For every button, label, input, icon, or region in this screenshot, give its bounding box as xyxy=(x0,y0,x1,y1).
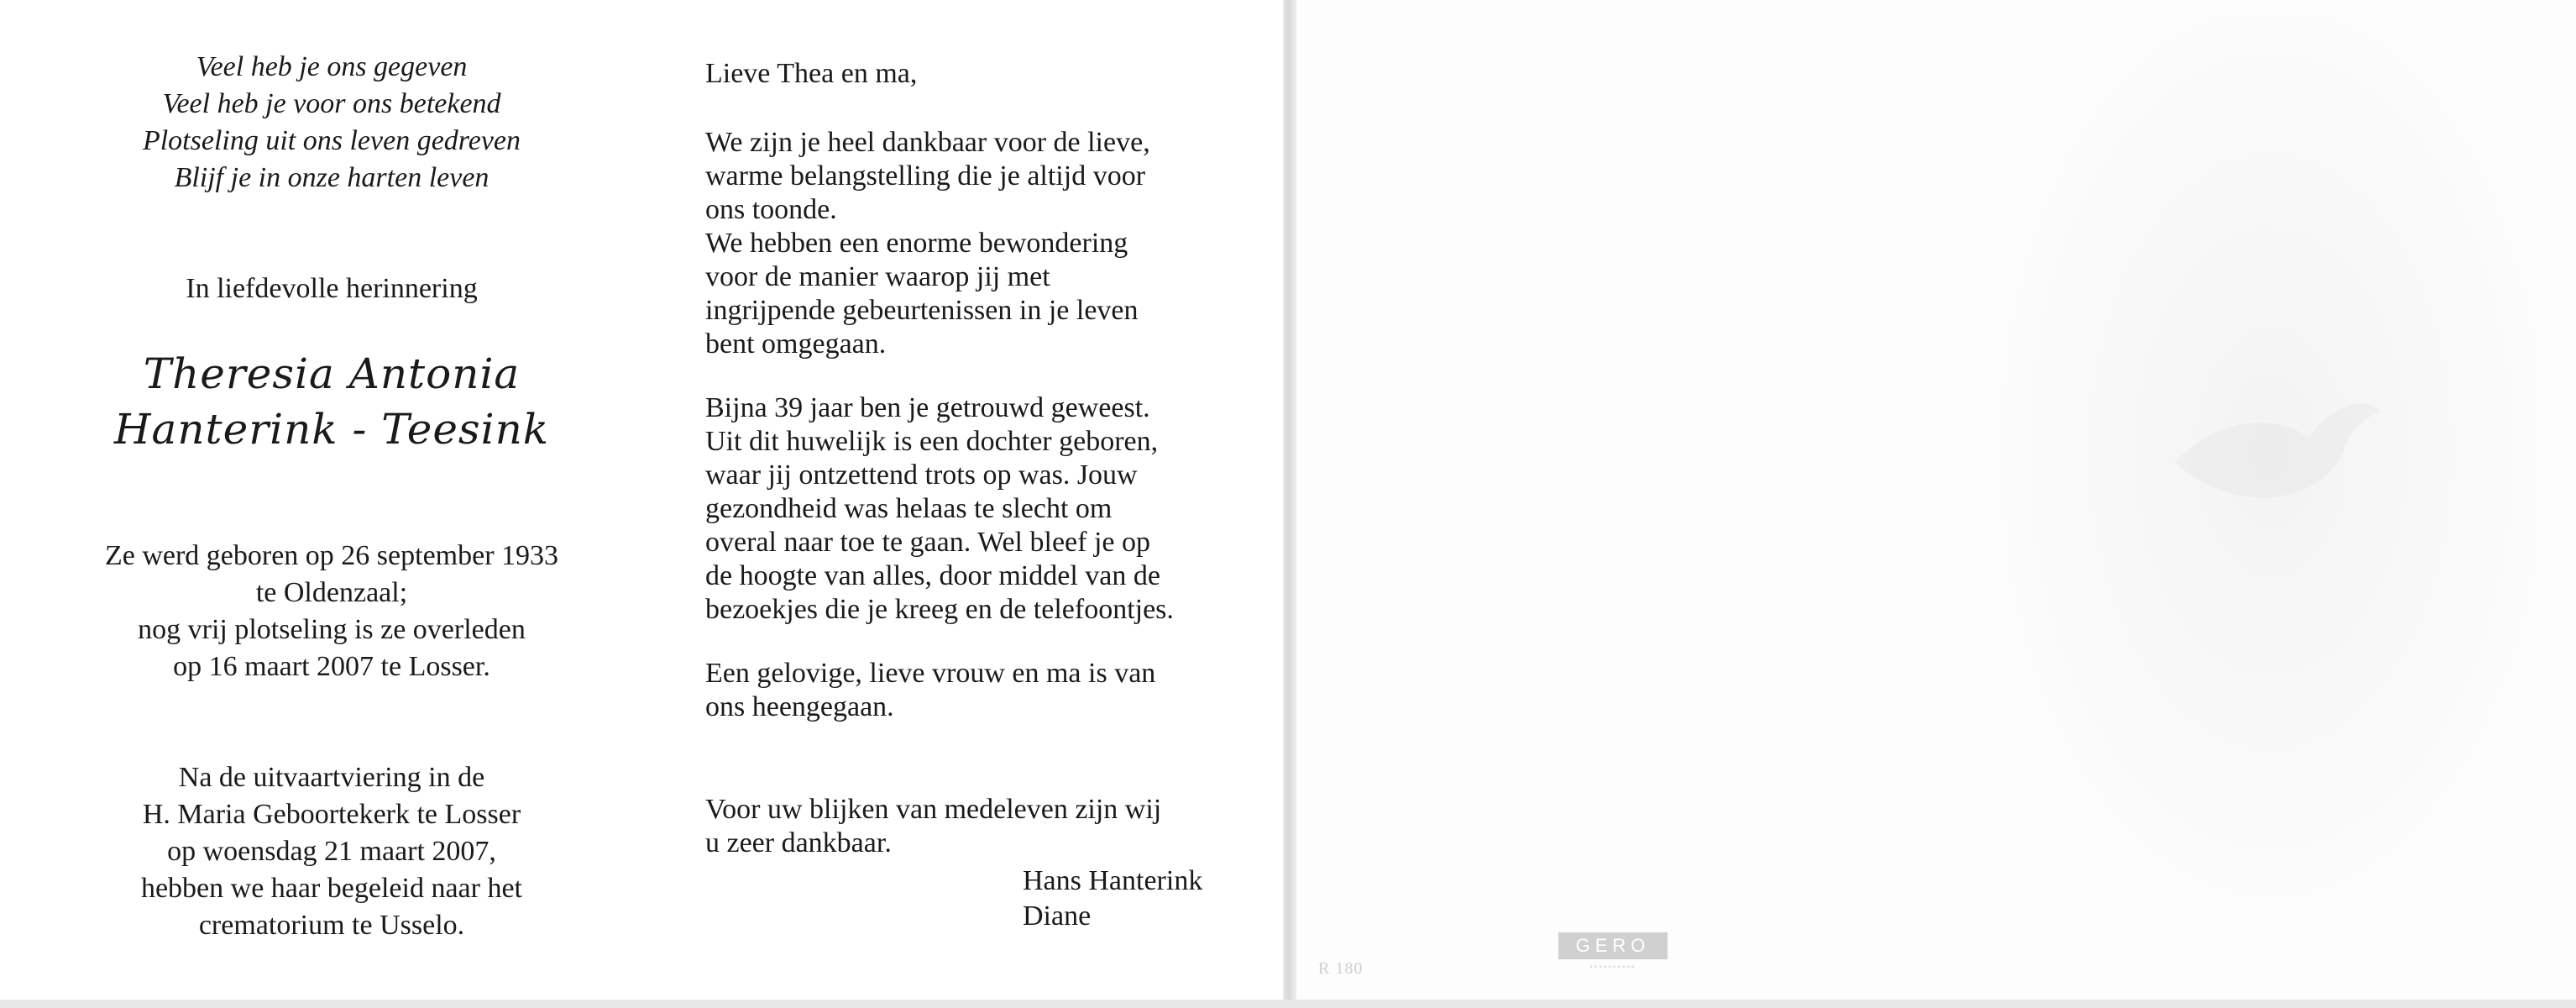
letter-line: warme belangstelling die je altijd voor xyxy=(705,160,1146,192)
letter-line: waar jij ontzettend trots op was. Jouw xyxy=(705,459,1138,491)
signature-name: Hans Hanterink xyxy=(1023,865,1203,896)
letter-line: overal naar toe te gaan. Wel bleef je op xyxy=(705,527,1150,558)
letter-line: We hebben een enorme bewondering xyxy=(705,228,1128,259)
letter-greeting: Lieve Thea en ma, xyxy=(705,58,918,89)
printer-code: R 180 xyxy=(1318,959,1364,978)
poem-line: Veel heb je voor ons betekend xyxy=(162,88,501,119)
letter-paragraph-3 xyxy=(705,657,1293,724)
deceased-name xyxy=(34,346,630,457)
letter-line: u zeer dankbaar. xyxy=(705,827,892,858)
funeral-text xyxy=(34,759,630,944)
dove-watermark-icon xyxy=(2166,386,2385,521)
funeral-line: Na de uitvaartviering in de xyxy=(178,762,485,793)
funeral-line: crematorium te Usselo. xyxy=(198,910,465,941)
letter-line: Uit dit huwelijk is een dochter geboren, xyxy=(705,426,1159,457)
card-bottom-edge xyxy=(0,1000,2576,1008)
birth-death-line: te Oldenzaal; xyxy=(255,577,408,608)
letter-paragraph-4 xyxy=(705,793,1293,860)
letter-line: Een gelovige, lieve vrouw en ma is van xyxy=(705,658,1156,689)
letter-line: gezondheid was helaas te slecht om xyxy=(705,493,1113,524)
letter-line: We zijn je heel dankbaar voor de lieve, xyxy=(705,127,1150,158)
name-second-line: Hanterink - Teesink xyxy=(113,405,550,454)
letter-line: bezoekjes die je kreeg en de telefoontjes. xyxy=(705,594,1174,625)
funeral-line: H. Maria Geboortekerk te Losser xyxy=(142,799,521,830)
letter-line: voor de manier waarop jij met xyxy=(705,261,1050,292)
poem-line: Blijf je in onze harten leven xyxy=(174,162,490,193)
letter-paragraph-1 xyxy=(705,126,1293,361)
letter-line: de hoogte van alles, door middel van de xyxy=(705,560,1160,591)
funeral-line: hebben we haar begeleid naar het xyxy=(140,873,523,904)
birth-death-line: op 16 maart 2007 te Losser. xyxy=(173,651,490,682)
birth-death-line: Ze werd geboren op 26 september 1933 xyxy=(104,540,559,571)
signature-name: Diane xyxy=(1023,900,1092,932)
letter-line: ingrijpende gebeurtenissen in je leven xyxy=(705,295,1139,326)
letter-signatures xyxy=(1023,864,1202,934)
letter-line: Bijna 39 jaar ben je getrouwd geweest. xyxy=(705,392,1150,423)
birth-death-text xyxy=(34,538,630,685)
birth-death-line: nog vrij plotseling is ze overleden xyxy=(138,614,526,645)
letter-line: ons toonde. xyxy=(705,194,837,225)
letter-line: ons heengegaan. xyxy=(705,691,894,722)
printer-logo-underline: ▪▪▪▪▪▪▪▪▪▪ xyxy=(1589,963,1636,972)
poem-line: Veel heb je ons gegeven xyxy=(196,51,468,82)
name-first-line: Theresia Antonia xyxy=(143,349,521,398)
funeral-line: op woensdag 21 maart 2007, xyxy=(167,836,496,867)
printer-logo: GERO xyxy=(1558,932,1668,959)
letter-line: Voor uw blijken van medeleven zijn wij xyxy=(705,794,1162,825)
memorial-heading: In liefdevolle herinnering xyxy=(186,273,478,304)
letter-paragraph-2 xyxy=(705,391,1293,627)
poem-line: Plotseling uit ons leven gedreven xyxy=(142,125,521,156)
poem xyxy=(34,49,630,197)
letter-line: bent omgegaan. xyxy=(705,328,887,360)
